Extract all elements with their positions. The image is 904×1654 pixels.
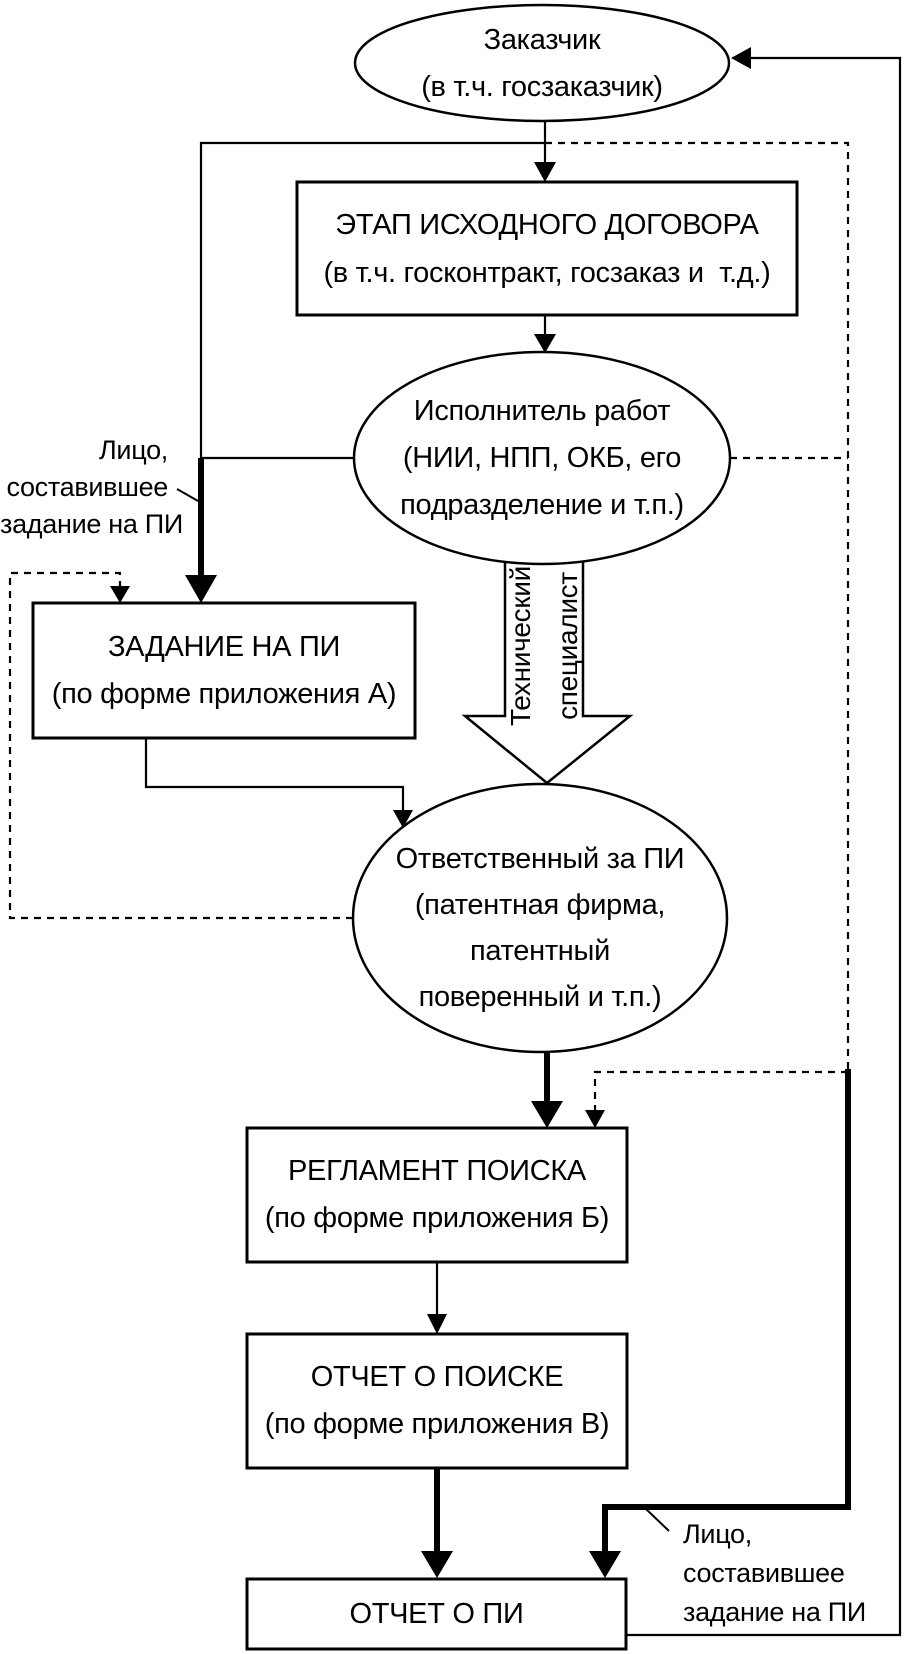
regulations-label <box>247 1128 627 1262</box>
dashed-into-regulations <box>585 1072 848 1128</box>
edge-contract-executor <box>534 315 556 353</box>
arrowhead <box>534 162 556 182</box>
callout-line-right <box>646 1509 669 1531</box>
task-line: (по форме приложения А) <box>51 677 397 710</box>
note-line: составившее <box>683 1558 845 1588</box>
arrowhead <box>110 586 130 603</box>
responsible-line: патентный <box>470 935 610 967</box>
responsible-line: Ответственный за ПИ <box>395 843 685 875</box>
edge-customer-contract <box>534 122 556 182</box>
contract-line: (в т.ч. госконтракт, госзаказ и т.д.) <box>323 256 771 289</box>
note-line: задание на ПИ <box>0 509 184 539</box>
contract-stage-label <box>297 182 797 315</box>
note-line: Лицо, <box>683 1519 752 1549</box>
search-report-label <box>247 1334 627 1468</box>
pi-report-line: ОТЧЕТ О ПИ <box>349 1597 524 1630</box>
regulations-line: РЕГЛАМЕНТ ПОИСКА <box>288 1155 586 1187</box>
arrowhead <box>585 1110 605 1128</box>
regulations-line: (по форме приложения Б) <box>264 1202 610 1234</box>
arrowhead <box>421 1551 453 1578</box>
pi-report-label <box>247 1579 626 1649</box>
search-report-line: (по форме приложения В) <box>264 1408 610 1440</box>
arrowhead <box>589 1551 621 1578</box>
task-author-right-note <box>683 1515 898 1632</box>
task-label <box>33 603 415 738</box>
search-report-line: ОТЧЕТ О ПОИСКЕ <box>310 1361 564 1393</box>
responsible-line: (патентная фирма, <box>414 889 666 921</box>
arrowhead <box>534 334 556 353</box>
edge-searchreport-pireport-thick <box>421 1468 453 1578</box>
arrowhead <box>531 1101 563 1128</box>
arrowhead <box>185 575 217 603</box>
contract-line: ЭТАП ИСХОДНОГО ДОГОВОРА <box>335 208 759 241</box>
task-author-left-note <box>0 432 184 543</box>
executor-line: (НИИ, НПП, ОКБ, его <box>402 441 682 474</box>
technical-specialist-label <box>497 496 591 796</box>
task-line: ЗАДАНИЕ НА ПИ <box>107 630 341 663</box>
executor-line: Исполнитель работ <box>413 394 671 427</box>
edge-regulations-searchreport <box>427 1262 447 1334</box>
responsible-label <box>353 788 727 1068</box>
customer-line: (в т.ч. госзаказчик) <box>421 71 663 103</box>
responsible-line: поверенный и т.п.) <box>418 981 662 1013</box>
tech-line: Технический <box>505 566 536 726</box>
note-line: Лицо, <box>99 435 168 465</box>
customer-label <box>364 14 720 114</box>
callout-line-left <box>177 489 198 501</box>
edge-task-author-thick <box>185 458 217 603</box>
customer-line: Заказчик <box>483 24 601 56</box>
executor-line: подразделение и т.п.) <box>400 488 684 521</box>
arrowhead <box>427 1314 447 1334</box>
arrowhead <box>731 47 751 69</box>
note-line: составившее <box>6 472 168 502</box>
tech-line: специалист <box>552 572 583 720</box>
note-line: задание на ПИ <box>683 1597 867 1627</box>
